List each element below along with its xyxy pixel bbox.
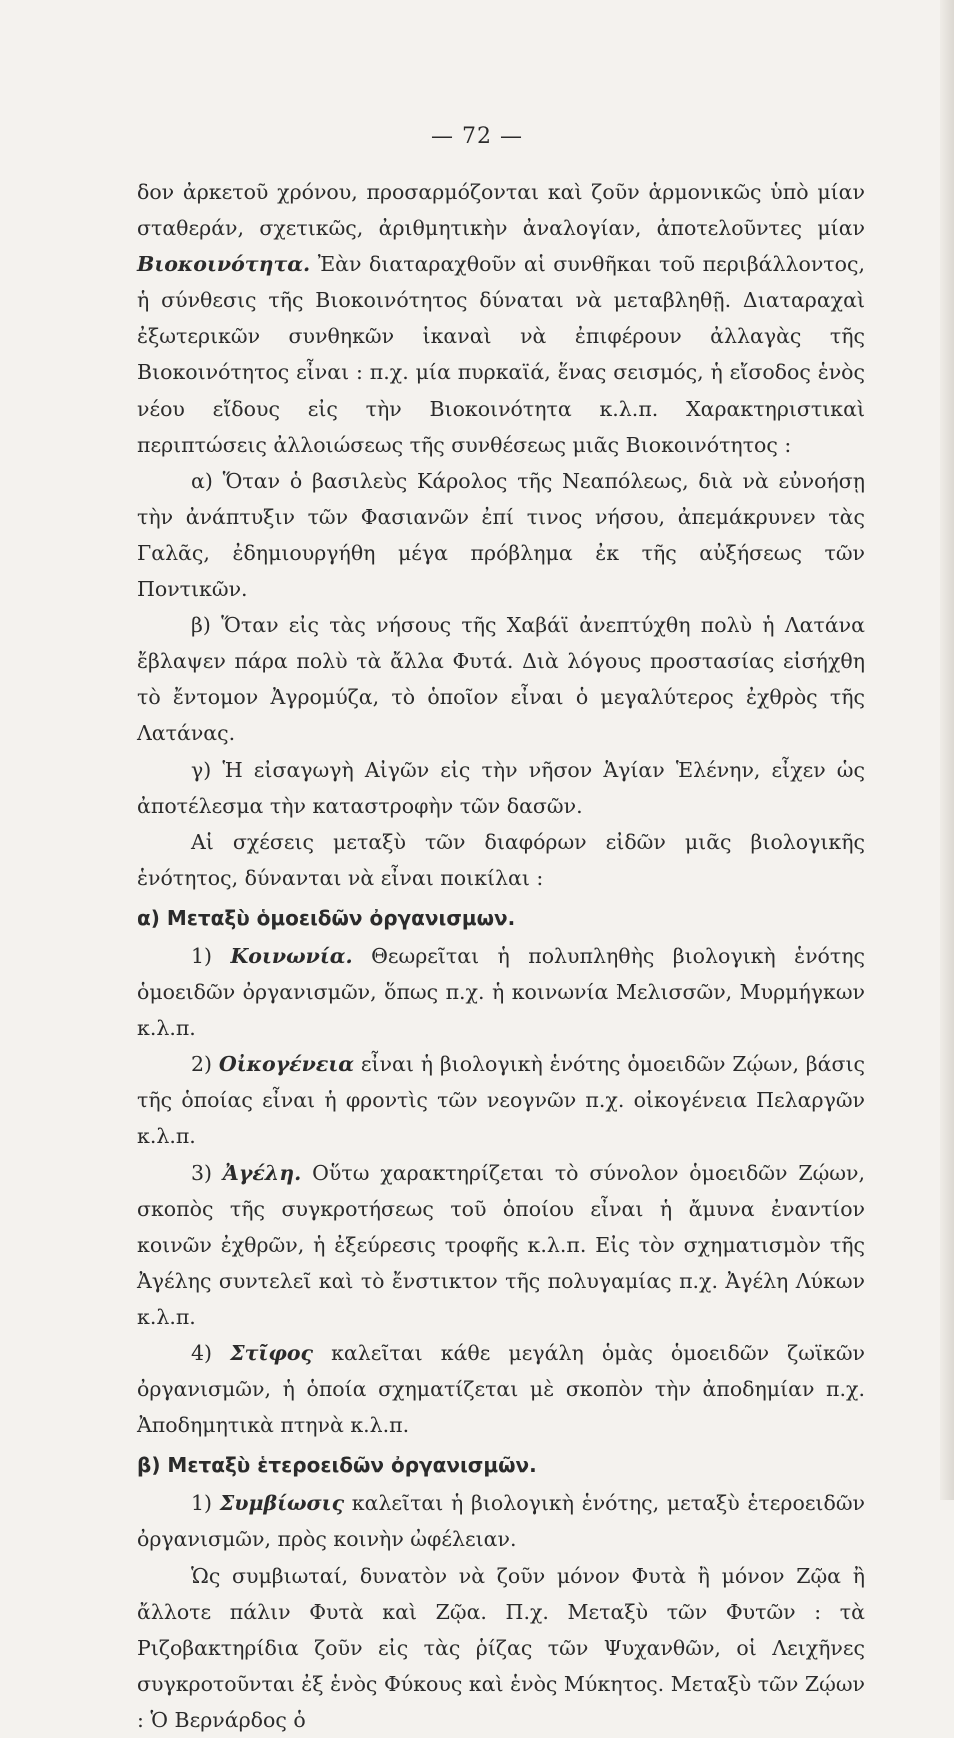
paragraph [137,1485,865,1557]
text-span: 1) [191,943,231,968]
text-span: 2) [191,1052,219,1077]
body-text [137,174,865,1738]
paragraph [137,1046,865,1154]
text-span: 1) [191,1491,220,1516]
section-heading: β) Μεταξὺ ἑτεροειδῶν ὀργανισμῶν. [137,1453,537,1478]
text-span: 4) [191,1341,231,1365]
paragraph: β) Ὅταν εἰς τὰς νήσους τῆς Χαβάϊ ἀνεπτύχθη πολὺ ἡ Λατάνα ἔβλαψεν πάρα πολὺ τὰ ἄλλα Φυτά. Διὰ λόγους προστασίας εἰσήχθη τὸ ἔντομον Ἀγρομύζα, τὸ ὁποῖον εἶναι ὁ μεγαλύτερος ἐχθρὸς τῆς Λατάνας. [137,613,865,746]
text-span: Οὕτω χαρακτηρίζεται τὸ σύνολον ὁμοειδῶν Ζῴων, σκοπὸς τῆς συγκροτήσεως τοῦ ὁποίου εἶναι ἡ ἄμυνα ἐναντίον κοινῶν ἐχθρῶν, ἡ ἐξεύρεσις τροφῆς κ.λ.π. Εἰς τὸν σχηματισμὸν τῆς Ἀγέλης συντελεῖ καὶ τὸ ἔνστικτον τῆς πολυγαμίας π.χ. Ἀγέλη Λύκων κ.λ.π. [137,1160,865,1329]
text-span: καλεῖται ἡ βιολογικὴ ἑνότης, μεταξὺ ἑτεροειδῶν ὀργανισμῶν, πρὸς κοινὴν ὠφέλειαν. [137,1491,865,1552]
text-span: εἶναι ἡ βιολογικὴ ἑνότης ὁμοειδῶν Ζῴων, βάσις τῆς ὁποίας εἶναι ἡ φροντὶς τῶν νεογνῶν π.χ. οἰκογένεια Πελαργῶν κ.λ.π. [137,1052,866,1149]
emphasized-term: Στῖφος [230,1341,314,1365]
text-span: καλεῖται κάθε μεγάλη ὁμὰς ὁμοειδῶν ζωϊκῶν ὀργανισμῶν, ἡ ὁποία σχηματίζεται μὲ σκοπὸν τὴν ἀποδημίαν π.χ. Ἀποδημητικὰ πτηνὰ κ.λ.π. [137,1341,865,1438]
emphasized-term: Συμβίωσις [219,1491,345,1516]
page-number: — 72 — [431,124,523,149]
emphasized-term: Κοινωνία. [230,943,353,968]
paragraph: γ) Ἡ εἰσαγωγὴ Αἰγῶν εἰς τὴν νῆσον Ἁγίαν Ἑλένην, εἶχεν ὡς ἀποτέλεσμα τὴν καταστροφὴν τῶν δασῶν. [137,757,865,818]
paragraph [137,938,865,1046]
page-edge [940,0,954,1500]
emphasized-term: Ἀγέλη. [222,1160,302,1185]
paragraph [137,174,865,463]
emphasized-term: Οἰκογένεια [218,1052,355,1077]
paragraph [137,1155,865,1335]
section-heading: α) Μεταξὺ ὁμοειδῶν ὀργανισμων. [137,905,516,930]
paragraph: α) Ὅταν ὁ βασιλεὺς Κάρολος τῆς Νεαπόλεως, διὰ νὰ εὐνοήσῃ τὴν ἀνάπτυξιν τῶν Φασιανῶν ἐπί τινος νήσου, ἀπεμάκρυνεν τὰς Γαλᾶς, ἐδημιουργήθη μέγα πρόβλημα ἐκ τῆς αὐξήσεως τῶν Ποντικῶν. [137,468,865,602]
text-span: Ἐὰν διαταραχθοῦν αἱ συνθῆκαι τοῦ περιβάλλοντος, ἡ σύνθεσις τῆς Βιοκοινότητος δύναται νὰ μεταβληθῇ. Διαταραχαὶ ἐξωτερικῶν συνθηκῶν ἱκαναὶ νὰ ἐπιφέρουν ἀλλαγὰς τῆς Βιοκοινότητος εἶναι : π.χ. μία πυρκαϊά, ἕνας σεισμός, ἡ εἴσοδος ἑνὸς νέου εἴδους εἰς τὴν Βιοκοινότητα κ.λ.π. Χαρακτηριστικαὶ περιπτώσεις ἀλλοιώσεως τῆς συνθέσεως μιᾶς Βιοκοινότητος : [137,252,865,457]
paragraph [137,1335,865,1443]
paragraph: Αἱ σχέσεις μεταξὺ τῶν διαφόρων εἰδῶν μιᾶς βιολογικῆς ἑνότητος, δύνανται νὰ εἶναι ποικίλαι : [137,829,865,890]
emphasized-term: Βιοκοινότητα. [137,252,311,277]
text-span: Θεωρεῖται ἡ πολυπληθὴς βιολογικὴ ἑνότης ὁμοειδῶν ὀργανισμῶν, ὅπως π.χ. ἡ κοινωνία Μελισσῶν, Μυρμήγκων κ.λ.π. [137,943,866,1041]
text-span: 3) [191,1160,223,1185]
text-span: δον ἀρκετοῦ χρόνου, προσαρμόζονται καὶ ζοῦν ἁρμονικῶς ὑπὸ μίαν σταθεράν, σχετικῶς, ἀριθμητικὴν ἀναλογίαν, ἀποτελοῦντες μίαν [137,180,865,241]
paragraph: Ὡς συμβιωταί, δυνατὸν νὰ ζοῦν μόνον Φυτὰ ἢ μόνον Ζῷα ἢ ἄλλοτε πάλιν Φυτὰ καὶ Ζῷα. Π.χ. Μεταξὺ τῶν Φυτῶν : τὰ Ριζοβακτηρίδια ζοῦν εἰς τὰς ῥίζας τῶν Ψυχανθῶν, οἱ Λειχῆνες συγκροτοῦνται ἐξ ἑνὸς Φύκους καὶ ἑνὸς Μύκητος. Μεταξὺ τῶν Ζῴων : Ὁ Βερνάρδος ὁ [137,1563,865,1732]
